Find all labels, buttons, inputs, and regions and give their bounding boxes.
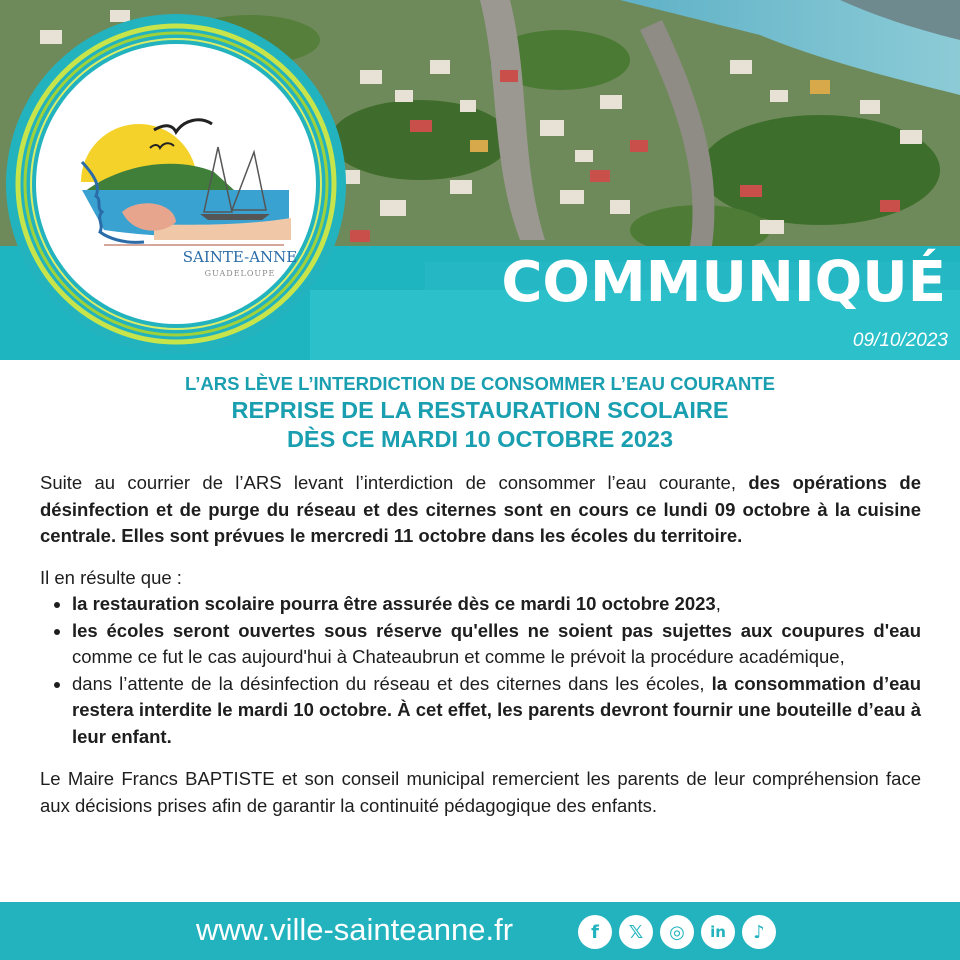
page-title: COMMUNIQUÉ	[501, 250, 946, 315]
logo-name: SAINTE-ANNE	[182, 248, 298, 266]
bullet-1-end: ,	[715, 593, 721, 614]
bullet-3-bold: la consommation d’eau restera interdite le mardi 10 octobre. À cet effet, les parents devront fournir une bouteille d’eau à leur enfant.	[72, 672, 921, 747]
bullet-1-bold: la restauration scolaire pourra être assurée dès ce mardi 10 octobre 2023	[72, 593, 716, 614]
bullet-2-text: comme ce fut le cas aujourd'hui à Chateaubrun et comme le prévoit la procédure académique,	[72, 646, 845, 667]
bullet-3-text: dans l’attente de la désinfection du réseau et des citernes dans les écoles,	[72, 672, 712, 694]
bullet-2-bold: les écoles seront ouvertes sous réserve qu'elles ne soient pas sujettes aux coupures d'eau	[72, 619, 921, 641]
footer	[0, 902, 960, 960]
website-link[interactable]: www.ville-sainteanne.fr	[196, 912, 514, 947]
headline-line-3: DÈS CE MARDI 10 OCTOBRE 2023	[286, 426, 674, 452]
facebook-icon[interactable]: f	[578, 915, 612, 949]
sainte-anne-logo	[4, 12, 354, 360]
list-item	[72, 671, 921, 751]
social-links	[578, 915, 776, 949]
linkedin-icon[interactable]: in	[701, 915, 735, 949]
closing-paragraph: Le Maire Francs BAPTISTE et son conseil municipal remercient les parents de leur compréhension face aux décisions prises afin de garantir la continuité pédagogique des enfants.	[40, 768, 921, 816]
instagram-icon[interactable]: ◎	[660, 915, 694, 949]
headline-line-1: L’ARS LÈVE L’INTERDICTION DE CONSOMMER L’EAU COURANTE	[185, 373, 775, 394]
publish-date: 09/10/2023	[852, 330, 948, 351]
p1-bold-text: des opérations de désinfection et de purge du réseau et des citernes sont en cours ce lundi 09 octobre à la cuisine centrale. Elles sont prévues le mercredi 11 octobre dans les écoles du territoire.	[40, 472, 921, 546]
bullet-list	[40, 591, 921, 750]
list-item	[72, 591, 921, 618]
headline	[0, 372, 960, 454]
list-item	[72, 618, 921, 671]
x-icon[interactable]: 𝕏	[619, 915, 653, 949]
announcement-body	[40, 470, 921, 819]
list-intro: Il en résulte que :	[40, 566, 182, 588]
logo-region: GUADELOUPE	[204, 269, 276, 278]
tiktok-icon[interactable]: ♪	[742, 915, 776, 949]
header-banner	[0, 0, 960, 360]
paragraph-1	[40, 470, 921, 550]
headline-line-2: REPRISE DE LA RESTAURATION SCOLAIRE	[231, 397, 729, 423]
p1-text: Suite au courrier de l’ARS levant l’interdiction de consommer l’eau courante,	[40, 472, 749, 493]
